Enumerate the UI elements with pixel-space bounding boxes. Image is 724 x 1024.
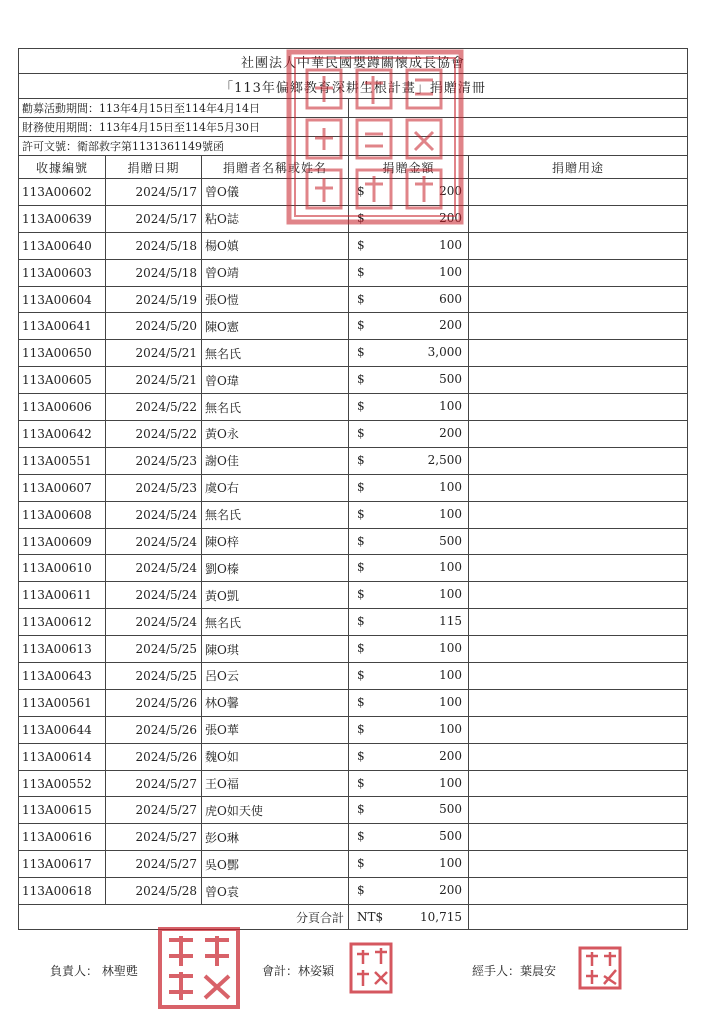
currency-symbol: $ (357, 883, 365, 898)
donation-purpose (469, 205, 688, 232)
donor-name: 黃O凱 (202, 582, 349, 609)
donation-purpose (469, 179, 688, 206)
donation-amount (349, 421, 469, 448)
currency-symbol: $ (357, 399, 365, 414)
table-row (19, 528, 688, 555)
donation-purpose (469, 259, 688, 286)
receipt-no: 113A00617 (19, 851, 106, 878)
donation-purpose (469, 824, 688, 851)
project-title: 「113年偏鄉教育深耕生根計畫」捐贈清冊 (19, 74, 688, 99)
donor-name: 虞O右 (202, 474, 349, 501)
currency-symbol: $ (357, 345, 365, 360)
currency-symbol: $ (357, 372, 365, 387)
donation-amount (349, 501, 469, 528)
donor-name: 陳O憲 (202, 313, 349, 340)
currency-symbol: $ (357, 775, 365, 790)
handler-seal-stamp (578, 946, 622, 990)
table-row (19, 609, 688, 636)
donation-purpose (469, 743, 688, 770)
currency-symbol: $ (357, 856, 365, 871)
donation-date: 2024/5/23 (106, 474, 202, 501)
donor-name: 呂O云 (202, 663, 349, 690)
amount-value: 100 (439, 641, 462, 656)
amount-value: 500 (439, 829, 462, 844)
amount-value: 100 (439, 560, 462, 575)
receipt-no: 113A00552 (19, 770, 106, 797)
donation-date: 2024/5/19 (106, 286, 202, 313)
amount-value: 200 (439, 184, 462, 198)
receipt-no: 113A00604 (19, 286, 106, 313)
donation-date: 2024/5/27 (106, 770, 202, 797)
donation-date: 2024/5/24 (106, 555, 202, 582)
donor-name: 曾O袁 (202, 878, 349, 905)
donation-date: 2024/5/18 (106, 232, 202, 259)
currency-symbol: $ (357, 694, 365, 709)
amount-value: 100 (439, 694, 462, 709)
donation-amount (349, 770, 469, 797)
currency-symbol: $ (357, 641, 365, 656)
table-row (19, 770, 688, 797)
donation-amount (349, 824, 469, 851)
receipt-no: 113A00606 (19, 394, 106, 421)
accountant-seal-stamp (349, 942, 393, 994)
table-row (19, 286, 688, 313)
donation-date: 2024/5/22 (106, 394, 202, 421)
donor-name: 王O福 (202, 770, 349, 797)
donor-name: 魏O如 (202, 743, 349, 770)
donation-date: 2024/5/26 (106, 689, 202, 716)
table-row (19, 367, 688, 394)
col-purpose: 捐贈用途 (469, 156, 688, 179)
amount-value: 100 (439, 721, 462, 736)
table-row (19, 824, 688, 851)
table-row (19, 501, 688, 528)
donation-date: 2024/5/26 (106, 743, 202, 770)
donation-date: 2024/5/21 (106, 367, 202, 394)
currency-symbol: $ (357, 210, 365, 225)
currency-symbol: $ (357, 587, 365, 602)
table-row (19, 421, 688, 448)
donation-date: 2024/5/18 (106, 259, 202, 286)
donor-name: 無名氏 (202, 340, 349, 367)
donor-name: 彭O琳 (202, 824, 349, 851)
donation-purpose (469, 367, 688, 394)
currency-symbol: $ (357, 318, 365, 333)
col-date: 捐贈日期 (106, 156, 202, 179)
donation-purpose (469, 313, 688, 340)
amount-value: 200 (439, 883, 462, 898)
table-row (19, 205, 688, 232)
page-total-row (19, 905, 688, 930)
table-row (19, 232, 688, 259)
donation-date: 2024/5/27 (106, 851, 202, 878)
donation-amount (349, 555, 469, 582)
donation-purpose (469, 797, 688, 824)
amount-value: 200 (439, 210, 462, 225)
amount-value: 100 (439, 399, 462, 414)
donation-purpose (469, 716, 688, 743)
donor-name: 陳O梓 (202, 528, 349, 555)
receipt-no: 113A00612 (19, 609, 106, 636)
permit-number: 許可文號：衛部救字第1131361149號函 (19, 137, 349, 156)
donation-amount (349, 367, 469, 394)
receipt-no: 113A00641 (19, 313, 106, 340)
donation-amount (349, 716, 469, 743)
currency-symbol: $ (357, 560, 365, 575)
donor-name: 張O愷 (202, 286, 349, 313)
currency-symbol: $ (357, 802, 365, 817)
donation-date: 2024/5/27 (106, 824, 202, 851)
donation-amount (349, 528, 469, 555)
donation-date: 2024/5/26 (106, 716, 202, 743)
amount-value: 100 (439, 264, 462, 279)
donation-amount (349, 474, 469, 501)
currency-symbol: $ (357, 748, 365, 763)
amount-value: 200 (439, 318, 462, 333)
receipt-no: 113A00607 (19, 474, 106, 501)
donation-purpose (469, 447, 688, 474)
currency-symbol: $ (357, 264, 365, 279)
table-row (19, 797, 688, 824)
donor-name: 楊O嫃 (202, 232, 349, 259)
table-row (19, 259, 688, 286)
receipt-no: 113A00642 (19, 421, 106, 448)
donor-name: 劉O榛 (202, 555, 349, 582)
donation-amount (349, 286, 469, 313)
donation-date: 2024/5/23 (106, 447, 202, 474)
donation-purpose (469, 770, 688, 797)
donation-amount (349, 313, 469, 340)
page-total-amount (349, 905, 469, 930)
table-row (19, 663, 688, 690)
total-value: 10,715 (420, 910, 462, 925)
amount-value: 100 (439, 856, 462, 871)
receipt-no: 113A00609 (19, 528, 106, 555)
table-row (19, 394, 688, 421)
donation-date: 2024/5/24 (106, 609, 202, 636)
donation-date: 2024/5/24 (106, 582, 202, 609)
amount-value: 3,000 (427, 345, 462, 360)
receipt-no: 113A00605 (19, 367, 106, 394)
donor-name: 張O華 (202, 716, 349, 743)
amount-value: 100 (439, 587, 462, 602)
amount-value: 100 (439, 479, 462, 494)
amount-value: 100 (439, 506, 462, 521)
donation-amount (349, 636, 469, 663)
amount-value: 2,500 (427, 452, 462, 467)
director-signature: 負責人： 林聖甦 (50, 964, 138, 978)
donation-purpose (469, 528, 688, 555)
receipt-no: 113A00551 (19, 447, 106, 474)
donor-name: 黃O永 (202, 421, 349, 448)
receipt-no: 113A00603 (19, 259, 106, 286)
donation-purpose (469, 421, 688, 448)
donor-name: 無名氏 (202, 609, 349, 636)
donation-amount (349, 179, 469, 206)
fundraising-period: 勸募活動期間：113年4月15日至114年4月14日 (19, 99, 349, 118)
amount-value: 200 (439, 748, 462, 763)
donation-purpose (469, 878, 688, 905)
receipt-no: 113A00610 (19, 555, 106, 582)
donor-name: 粘O誌 (202, 205, 349, 232)
donor-name: 虎O如天使 (202, 797, 349, 824)
finance-period: 財務使用期間：113年4月15日至114年5月30日 (19, 118, 349, 137)
receipt-no: 113A00608 (19, 501, 106, 528)
receipt-no: 113A00643 (19, 663, 106, 690)
table-row (19, 555, 688, 582)
donation-purpose (469, 609, 688, 636)
donation-purpose (469, 286, 688, 313)
table-row (19, 878, 688, 905)
amount-value: 600 (439, 291, 462, 306)
table-row (19, 313, 688, 340)
donation-amount (349, 689, 469, 716)
table-row (19, 689, 688, 716)
receipt-no: 113A00644 (19, 716, 106, 743)
donation-purpose (469, 689, 688, 716)
table-row (19, 447, 688, 474)
donor-name: 陳O琪 (202, 636, 349, 663)
donation-amount (349, 878, 469, 905)
table-row (19, 636, 688, 663)
currency-symbol: $ (357, 479, 365, 494)
donor-name: 林O馨 (202, 689, 349, 716)
donation-amount (349, 663, 469, 690)
currency-symbol: $ (357, 668, 365, 683)
table-row (19, 474, 688, 501)
receipt-no: 113A00616 (19, 824, 106, 851)
donation-date: 2024/5/17 (106, 179, 202, 206)
donation-date: 2024/5/25 (106, 636, 202, 663)
donation-purpose (469, 394, 688, 421)
donation-date: 2024/5/21 (106, 340, 202, 367)
table-row (19, 716, 688, 743)
receipt-no: 113A00613 (19, 636, 106, 663)
donation-date: 2024/5/20 (106, 313, 202, 340)
currency-symbol: $ (357, 426, 365, 441)
currency-symbol: $ (357, 291, 365, 306)
receipt-no: 113A00611 (19, 582, 106, 609)
donation-purpose (469, 555, 688, 582)
col-donor: 捐贈者名稱或姓名 (202, 156, 349, 179)
donor-name: 無名氏 (202, 394, 349, 421)
currency-symbol: $ (357, 506, 365, 521)
column-header-row (19, 156, 688, 179)
page-total-label: 分頁合計 (19, 905, 349, 930)
donor-name: 曾O瑋 (202, 367, 349, 394)
currency-symbol: $ (357, 829, 365, 844)
receipt-no: 113A00615 (19, 797, 106, 824)
donation-purpose (469, 636, 688, 663)
receipt-no: 113A00639 (19, 205, 106, 232)
donor-name: 無名氏 (202, 501, 349, 528)
donation-amount (349, 232, 469, 259)
donation-date: 2024/5/24 (106, 528, 202, 555)
donation-amount (349, 797, 469, 824)
donation-purpose (469, 501, 688, 528)
donation-table (18, 48, 688, 930)
donation-date: 2024/5/27 (106, 797, 202, 824)
donation-purpose (469, 663, 688, 690)
amount-value: 100 (439, 237, 462, 252)
receipt-no: 113A00614 (19, 743, 106, 770)
donor-name: 曾O儀 (202, 179, 349, 206)
receipt-no: 113A00618 (19, 878, 106, 905)
donation-date: 2024/5/28 (106, 878, 202, 905)
table-row (19, 179, 688, 206)
currency-symbol: $ (357, 614, 365, 629)
receipt-no: 113A00640 (19, 232, 106, 259)
col-amount: 捐贈金額 (349, 156, 469, 179)
donation-purpose (469, 474, 688, 501)
donation-amount (349, 609, 469, 636)
donor-name: 謝O佳 (202, 447, 349, 474)
donation-register (18, 48, 687, 930)
table-row (19, 582, 688, 609)
amount-value: 115 (439, 614, 462, 629)
org-title: 社團法人中華民國嬰蹲關懷成長協會 (19, 49, 688, 74)
donation-date: 2024/5/17 (106, 205, 202, 232)
donor-name: 吳O酆 (202, 851, 349, 878)
handler-signature: 經手人：葉晨安 (472, 964, 557, 978)
donation-date: 2024/5/22 (106, 421, 202, 448)
receipt-no: 113A00650 (19, 340, 106, 367)
currency-symbol: $ (357, 533, 365, 548)
table-row (19, 851, 688, 878)
amount-value: 100 (439, 775, 462, 790)
donation-amount (349, 259, 469, 286)
donation-date: 2024/5/25 (106, 663, 202, 690)
director-seal-stamp (157, 926, 241, 1010)
donation-purpose (469, 232, 688, 259)
amount-value: 200 (439, 426, 462, 441)
donation-amount (349, 205, 469, 232)
table-row (19, 743, 688, 770)
table-row (19, 340, 688, 367)
amount-value: 100 (439, 668, 462, 683)
donation-amount (349, 447, 469, 474)
total-currency: NT$ (357, 910, 384, 925)
donation-amount (349, 340, 469, 367)
donation-date: 2024/5/24 (106, 501, 202, 528)
currency-symbol: $ (357, 452, 365, 467)
amount-value: 500 (439, 533, 462, 548)
currency-symbol: $ (357, 184, 365, 198)
receipt-no: 113A00561 (19, 689, 106, 716)
donation-purpose (469, 582, 688, 609)
donation-purpose (469, 340, 688, 367)
donation-amount (349, 851, 469, 878)
currency-symbol: $ (357, 721, 365, 736)
col-receipt-no: 收據編號 (19, 156, 106, 179)
donation-amount (349, 582, 469, 609)
amount-value: 500 (439, 372, 462, 387)
currency-symbol: $ (357, 237, 365, 252)
donor-name: 曾O靖 (202, 259, 349, 286)
receipt-no: 113A00602 (19, 179, 106, 206)
donation-amount (349, 394, 469, 421)
accountant-signature: 會計：林姿穎 (262, 964, 335, 978)
donation-amount (349, 743, 469, 770)
donation-purpose (469, 851, 688, 878)
amount-value: 500 (439, 802, 462, 817)
